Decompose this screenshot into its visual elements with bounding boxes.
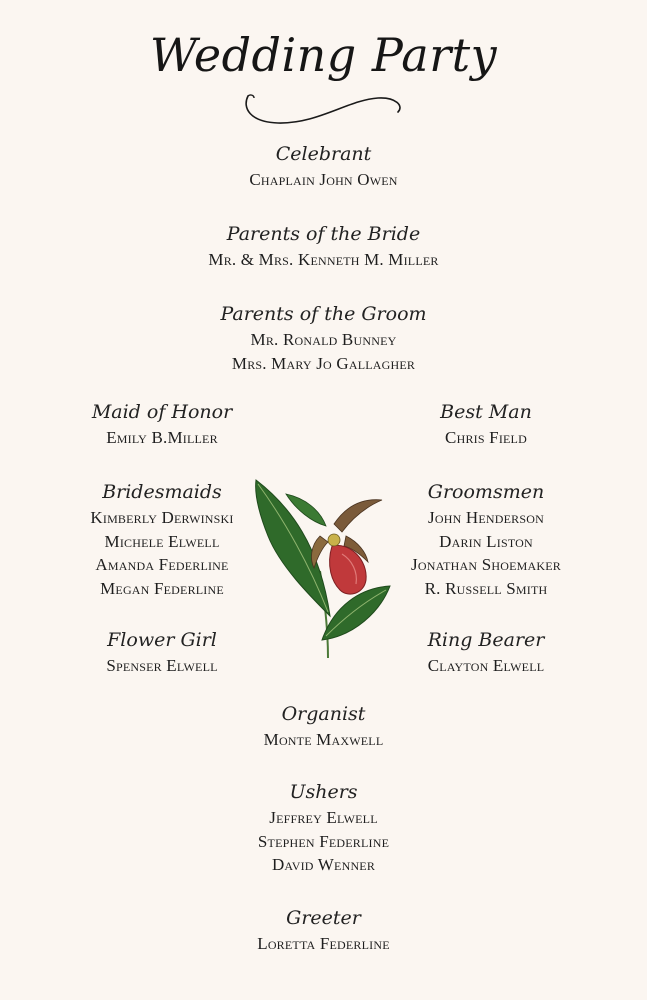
role-heading: Best Man: [440, 401, 532, 423]
role-heading: Ring Bearer: [427, 629, 545, 651]
member-name: R. Russell Smith: [424, 578, 548, 598]
role-heading: Flower Girl: [107, 629, 217, 651]
section-bridesmaids: [42, 480, 282, 600]
member-name: Monte Maxwell: [263, 730, 384, 749]
member-name: John Henderson: [428, 508, 544, 527]
member-name: Mr. Ronald Bunney: [250, 330, 397, 349]
member-name: Chaplain John Owen: [249, 170, 398, 189]
member-name: Loretta Federline: [257, 934, 390, 953]
section-parents-bride: [0, 222, 647, 272]
member-name: Clayton Elwell: [427, 656, 545, 675]
role-heading: Parents of the Groom: [220, 303, 427, 325]
member-name: Darin Liston: [439, 531, 533, 551]
section-celebrant: [0, 142, 647, 192]
section-flower-girl: [42, 628, 282, 678]
role-heading: Parents of the Bride: [226, 223, 421, 245]
member-name: Jonathan Shoemaker: [411, 555, 561, 574]
member-name: Spenser Elwell: [106, 656, 218, 675]
section-organist: [0, 702, 647, 752]
member-name: Megan Federline: [100, 578, 224, 598]
page-title: Wedding Party: [149, 28, 498, 82]
member-name: Michele Elwell: [104, 531, 220, 551]
section-best-man: [366, 400, 606, 450]
section-parents-groom: [0, 302, 647, 375]
member-name: Chris Field: [445, 428, 527, 447]
member-name: Jeffrey Elwell: [269, 808, 378, 827]
section-ushers: [0, 780, 647, 877]
role-heading: Groomsmen: [427, 481, 545, 503]
role-heading: Celebrant: [275, 143, 372, 165]
role-heading: Greeter: [286, 907, 361, 929]
section-maid-of-honor: [42, 400, 282, 450]
role-heading: Bridesmaids: [102, 481, 222, 503]
role-heading: Organist: [281, 703, 366, 725]
member-name: Mrs. Mary Jo Gallagher: [231, 353, 416, 373]
member-name: Mr. & Mrs. Kenneth M. Miller: [208, 250, 439, 269]
member-name: David Wenner: [271, 855, 376, 874]
member-name: Emily B.Miller: [106, 428, 218, 447]
member-name: Stephen Federline: [257, 831, 390, 851]
role-heading: Ushers: [289, 781, 358, 803]
section-greeter: [0, 906, 647, 956]
section-groomsmen: [366, 480, 606, 600]
member-name: Amanda Federline: [95, 555, 229, 574]
member-name: Kimberly Derwinski: [90, 508, 234, 527]
flourish-ornament: [238, 88, 408, 130]
section-ring-bearer: [366, 628, 606, 678]
role-heading: Maid of Honor: [91, 401, 233, 423]
